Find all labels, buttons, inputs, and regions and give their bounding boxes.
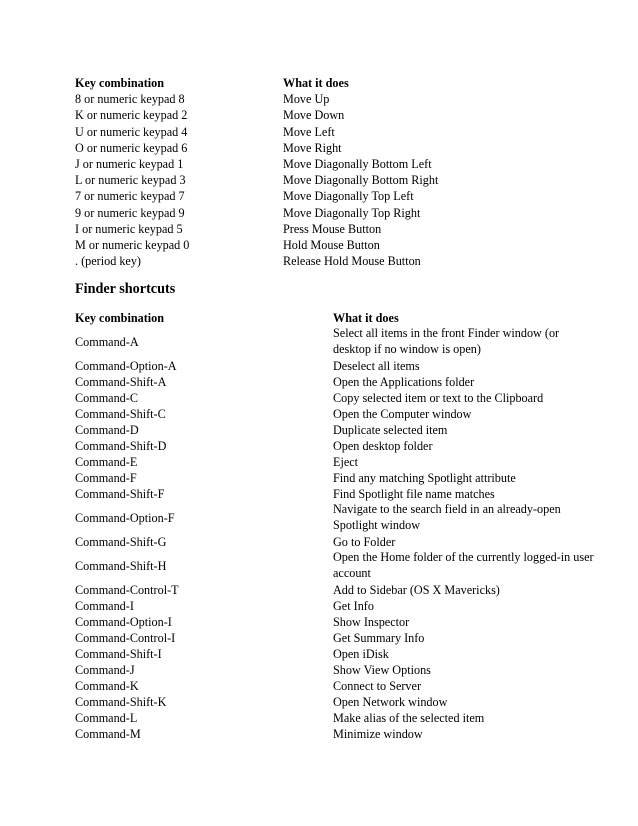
table-row xyxy=(75,188,595,204)
shortcut-action-cell: Open Network window xyxy=(333,695,448,709)
shortcut-action-cell: Move Diagonally Top Right xyxy=(283,205,421,220)
keypad-shortcuts-table xyxy=(75,75,595,269)
key-column-header: Key combination xyxy=(75,311,165,325)
table-row xyxy=(75,694,595,710)
shortcut-action-cell: Open desktop folder xyxy=(333,439,433,453)
shortcut-key-cell: M or numeric keypad 0 xyxy=(75,238,190,253)
shortcut-key-cell: Command-Shift-K xyxy=(75,695,167,709)
table-row xyxy=(75,598,595,614)
key-column-header: Key combination xyxy=(75,76,165,90)
keypad-shortcuts-body xyxy=(75,75,595,269)
table-row xyxy=(75,438,595,454)
shortcut-key-cell: Command-Shift-H xyxy=(75,559,167,573)
shortcut-key-cell: Command-Option-F xyxy=(75,511,175,525)
shortcut-action-cell: Navigate to the search field in an already-open Spotlight window xyxy=(333,502,561,532)
finder-shortcuts-body xyxy=(75,310,595,742)
shortcut-key-cell: Command-I xyxy=(75,599,134,613)
table-row xyxy=(75,221,595,237)
shortcut-action-cell: Open the Computer window xyxy=(333,407,472,421)
shortcut-key-cell: Command-Shift-A xyxy=(75,375,167,389)
table-row xyxy=(75,358,595,374)
shortcut-action-cell: Connect to Server xyxy=(333,679,421,693)
shortcut-action-cell: Move Diagonally Bottom Right xyxy=(283,173,439,188)
table-row xyxy=(75,140,595,156)
shortcut-key-cell: Command-D xyxy=(75,423,139,437)
action-column-header: What it does xyxy=(333,311,399,325)
table-row xyxy=(75,205,595,221)
shortcut-key-cell: 8 or numeric keypad 8 xyxy=(75,92,185,107)
table-row xyxy=(75,614,595,630)
shortcut-action-cell: Move Up xyxy=(283,92,330,107)
shortcut-key-cell: 9 or numeric keypad 9 xyxy=(75,205,185,220)
shortcut-action-cell: Duplicate selected item xyxy=(333,423,448,437)
table-row xyxy=(75,156,595,172)
shortcut-action-cell: Add to Sidebar (OS X Mavericks) xyxy=(333,583,500,597)
shortcut-action-cell: Eject xyxy=(333,455,359,469)
shortcut-key-cell: . (period key) xyxy=(75,254,141,269)
shortcut-key-cell: Command-K xyxy=(75,679,139,693)
table-header-row xyxy=(75,310,595,326)
shortcut-key-cell: Command-Control-I xyxy=(75,631,176,645)
shortcut-key-cell: Command-Shift-D xyxy=(75,439,167,453)
shortcut-action-cell: Go to Folder xyxy=(333,535,396,549)
table-header-row xyxy=(75,75,595,91)
table-row xyxy=(75,662,595,678)
table-row xyxy=(75,630,595,646)
shortcut-action-cell: Make alias of the selected item xyxy=(333,711,485,725)
shortcut-action-cell: Minimize window xyxy=(333,727,423,741)
table-row xyxy=(75,374,595,390)
shortcut-key-cell: Command-J xyxy=(75,663,135,677)
shortcut-key-cell: Command-M xyxy=(75,727,141,741)
shortcut-action-cell: Move Right xyxy=(283,140,342,155)
shortcut-key-cell: J or numeric keypad 1 xyxy=(75,157,184,172)
shortcut-key-cell: Command-Option-I xyxy=(75,615,172,629)
shortcut-action-cell: Find any matching Spotlight attribute xyxy=(333,471,516,485)
table-row xyxy=(75,454,595,470)
shortcut-action-cell: Hold Mouse Button xyxy=(283,238,380,253)
shortcut-key-cell: Command-Shift-G xyxy=(75,535,167,549)
shortcut-action-cell: Show Inspector xyxy=(333,615,410,629)
shortcut-key-cell: Command-C xyxy=(75,391,138,405)
table-row xyxy=(75,534,595,550)
table-row xyxy=(75,406,595,422)
shortcut-key-cell: I or numeric keypad 5 xyxy=(75,221,183,236)
shortcut-key-cell: Command-Shift-I xyxy=(75,647,162,661)
table-row xyxy=(75,502,595,534)
shortcut-action-cell: Open iDisk xyxy=(333,647,389,661)
section-title: Finder shortcuts xyxy=(75,281,176,297)
table-row xyxy=(75,172,595,188)
shortcut-action-cell: Find Spotlight file name matches xyxy=(333,487,495,501)
table-row xyxy=(75,646,595,662)
shortcut-key-cell: 7 or numeric keypad 7 xyxy=(75,189,185,204)
shortcut-key-cell: L or numeric keypad 3 xyxy=(75,173,186,188)
shortcut-action-cell: Open the Home folder of the currently logged-in user account xyxy=(333,550,594,580)
shortcut-action-cell: Press Mouse Button xyxy=(283,221,382,236)
table-row xyxy=(75,582,595,598)
table-row xyxy=(75,422,595,438)
table-row xyxy=(75,550,595,582)
table-row xyxy=(75,710,595,726)
shortcut-key-cell: Command-Shift-C xyxy=(75,407,166,421)
shortcut-action-cell: Get Summary Info xyxy=(333,631,425,645)
shortcut-key-cell: Command-L xyxy=(75,711,138,725)
shortcut-key-cell: K or numeric keypad 2 xyxy=(75,108,188,123)
action-column-header: What it does xyxy=(283,76,349,90)
shortcut-key-cell: Command-Option-A xyxy=(75,359,177,373)
shortcut-key-cell: Command-F xyxy=(75,471,137,485)
table-row xyxy=(75,678,595,694)
shortcut-key-cell: O or numeric keypad 6 xyxy=(75,140,188,155)
shortcut-action-cell: Release Hold Mouse Button xyxy=(283,254,421,269)
table-row xyxy=(75,390,595,406)
table-row xyxy=(75,253,595,269)
table-row xyxy=(75,486,595,502)
table-row xyxy=(75,91,595,107)
shortcut-action-cell: Move Down xyxy=(283,108,345,123)
finder-shortcuts-table xyxy=(75,310,595,742)
shortcut-key-cell: U or numeric keypad 4 xyxy=(75,124,188,139)
table-row xyxy=(75,470,595,486)
shortcut-action-cell: Move Diagonally Bottom Left xyxy=(283,157,432,172)
shortcut-key-cell: Command-A xyxy=(75,335,139,349)
table-row xyxy=(75,326,595,358)
shortcut-action-cell: Move Left xyxy=(283,124,335,139)
shortcut-key-cell: Command-Shift-F xyxy=(75,487,165,501)
shortcut-action-cell: Copy selected item or text to the Clipboard xyxy=(333,391,544,405)
shortcut-action-cell: Open the Applications folder xyxy=(333,375,475,389)
shortcut-action-cell: Get Info xyxy=(333,599,374,613)
table-row xyxy=(75,107,595,123)
shortcut-action-cell: Select all items in the front Finder window (or desktop if no window is open) xyxy=(333,326,560,356)
shortcut-key-cell: Command-E xyxy=(75,455,138,469)
shortcut-key-cell: Command-Control-T xyxy=(75,583,179,597)
table-row xyxy=(75,237,595,253)
shortcut-action-cell: Move Diagonally Top Left xyxy=(283,189,414,204)
shortcut-action-cell: Show View Options xyxy=(333,663,431,677)
table-row xyxy=(75,124,595,140)
table-row xyxy=(75,726,595,742)
shortcut-action-cell: Deselect all items xyxy=(333,359,420,373)
